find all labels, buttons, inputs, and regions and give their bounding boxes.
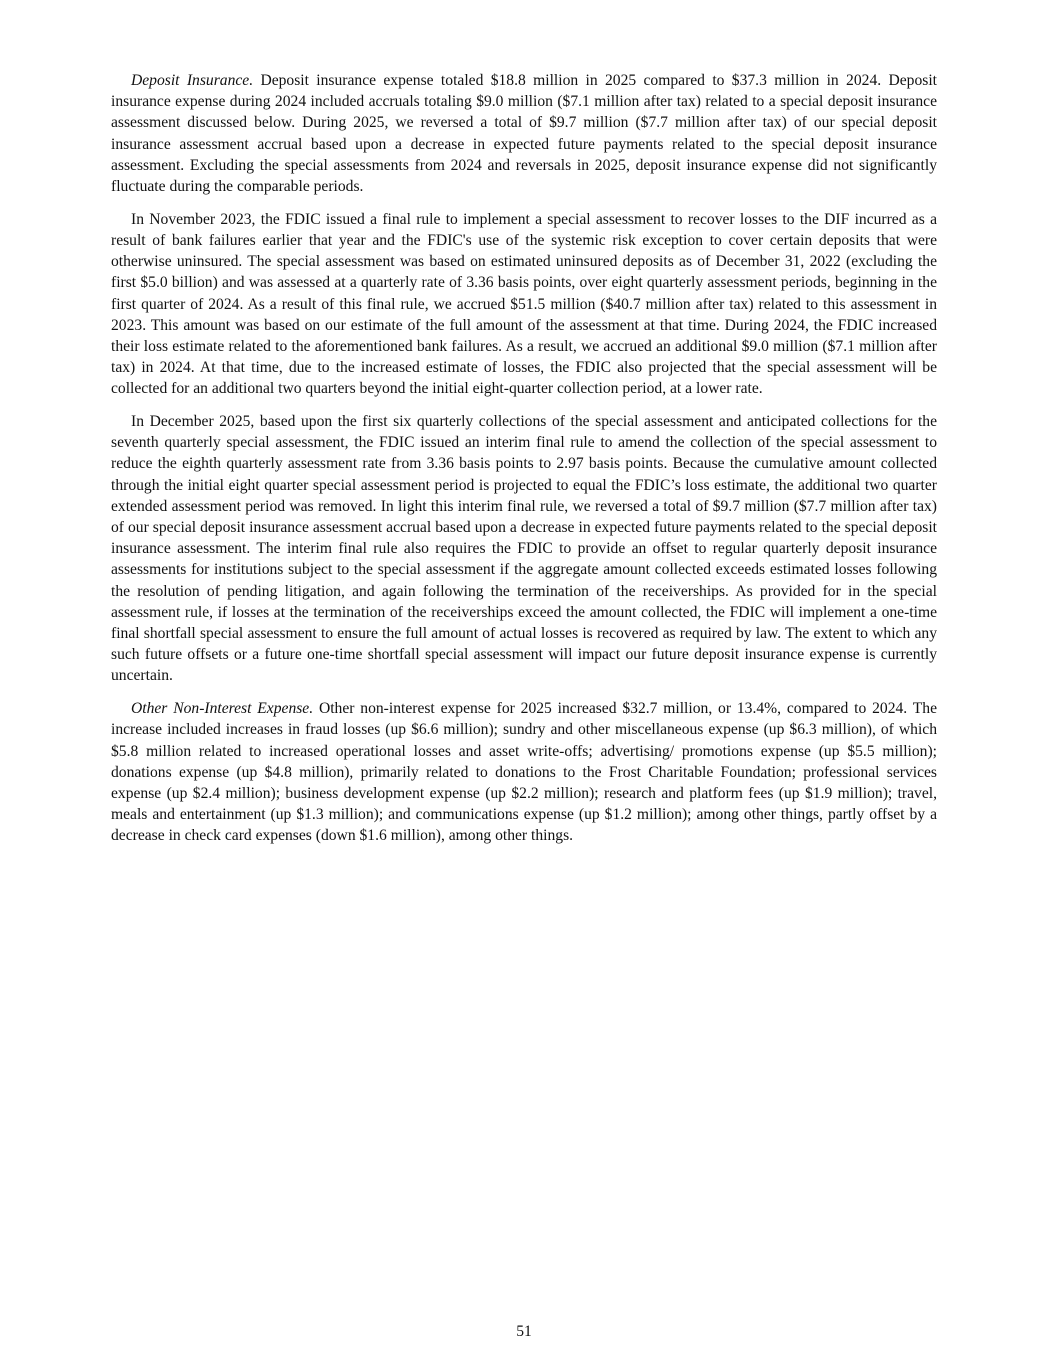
paragraph-text: In November 2023, the FDIC issued a final rule to implement a special assessment to recover losses to the DIF incurred as a result of bank failures earlier that year and the FDIC's use of the systemic risk exception to cover certain deposits that were otherwise uninsured. The special assessment was based on estimated uninsured deposits as of December 31, 2022 (excluding the first $5.0 billion) and was assessed at a quarterly rate of 3.36 basis points, over eight quarterly assessment periods, beginning in the first quarter of 2024. As a result of this final rule, we accrued $51.5 million ($40.7 million after tax) related to this assessment in 2023. This amount was based on our estimate of the full amount of the assessment at that time. During 2024, the FDIC increased their loss estimate related to the aforementioned bank failures. As a result, we accrued an additional $9.0 million ($7.1 million after tax) in 2024. At that time, due to the increased estimate of losses, the FDIC also projected that the special assessment will be collected for an additional two quarters beyond the initial eight-quarter collection period, at a lower rate.	[111, 210, 937, 398]
paragraph-text: Other non-interest expense for 2025 increased $32.7 million, or 13.4%, compared to 2024. The increase included increases in fraud losses (up $6.6 million); sundry and other miscellaneous expense (up $6.3 million), of which $5.8 million related to increased operational losses and asset write-offs; advertising/ promotions expense (up $5.5 million); donations expense (up $4.8 million), primarily related to donations to the Frost Charitable Foundation; professional services expense (up $2.4 million); business development expense (up $2.2 million); research and platform fees (up $1.9 million); travel, meals and entertainment (up $1.3 million); and communications expense (up $1.2 million); among other things, partly offset by a decrease in check card expenses (down $1.6 million), among other things.	[111, 700, 937, 845]
paragraph-text: In December 2025, based upon the first six quarterly collections of the special assessment and anticipated collections for the seventh quarterly special assessment, the FDIC issued an interim final rule to amend the collection of the special assessment to reduce the eighth quarterly assessment rate from 3.36 basis points to 2.97 basis points. Because the cumulative amount collected through the initial eight quarter special assessment period is projected to equal the FDIC’s loss estimate, the additional two quarter extended assessment period was removed. In light this interim final rule, we reversed a total of $9.7 million ($7.7 million after tax) of our special deposit insurance assessment accrual based upon a decrease in expected future payments related to the special deposit insurance assessment. The interim final rule also requires the FDIC to provide an offset to regular quarterly deposit insurance assessments for institutions subject to the special assessment if the aggregate amount collected exceeds estimated losses following the resolution of pending litigation, and again following the termination of the receiverships. As provided for in the special assessment rule, if losses at the termination of the receiverships exceed the amount collected, the FDIC will implement a one-time final shortfall special assessment to ensure the full amount of actual losses is recovered as required by law. The extent to which any such future offsets or a future one-time shortfall special assessment will impact our future deposit insurance expense is currently uncertain.	[111, 413, 937, 685]
paragraph-text: Deposit insurance expense totaled $18.8 million in 2025 compared to $37.3 million in 2024. Deposit insurance expense during 2024 included accruals totaling $9.0 million ($7.1 million after tax) related to a special deposit insurance assessment discussed below. During 2025, we reversed a total of $9.7 million ($7.7 million after tax) of our special deposit insurance assessment accrual based upon a decrease in expected future payments related to the special deposit insurance assessment. Excluding the special assessments from 2024 and reversals in 2025, deposit insurance expense did not significantly fluctuate during the comparable periods.	[111, 72, 937, 196]
paragraph-lead-heading: Deposit Insurance.	[131, 72, 254, 89]
paragraph-deposit-insurance	[111, 70, 937, 197]
page-number: 51	[516, 1323, 532, 1340]
paragraph-other-non-interest-expense	[111, 698, 937, 846]
document-body	[111, 70, 937, 858]
paragraph-november-2023-rule	[111, 209, 937, 400]
paragraph-lead-heading: Other Non-Interest Expense.	[131, 700, 314, 718]
paragraph-december-2025-rule	[111, 411, 937, 687]
